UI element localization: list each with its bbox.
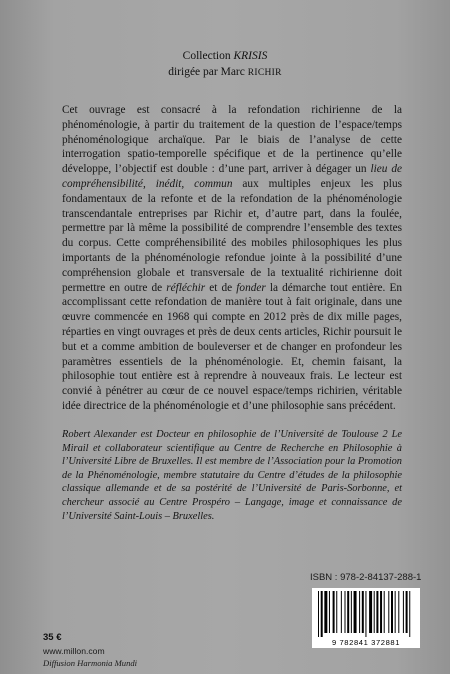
desc-part-b: aux multiples enjeux les plus fondamentaux de la refonte et de la refondation de la phénoménologie transcendantale entreprises par Richir et, d’autre part, dans la foulée, permettre par là même la possibilité de comprendre l’ensemble des textes du corpus. Cette compréhensibilité des mobiles philosophiques les plus importants de la phénoménologie refondue jointe à la possibilité d’une compréhension globale et transversale de la textualité richirienne doit permettre en outre de xyxy=(62,177,402,294)
price: 35 € xyxy=(43,632,62,643)
barcode-number: 9 782841 372881 xyxy=(331,638,401,647)
desc-part-c: et de xyxy=(209,281,233,294)
collection-name: KRISIS xyxy=(233,50,268,62)
collection-label: Collection xyxy=(182,50,231,62)
desc-emphasis-1: lieu de compréhensibilité, inédit, commun xyxy=(62,163,402,190)
website-link[interactable]: www.millon.com xyxy=(43,646,105,656)
distribution-note: Diffusion Harmonia Mundi xyxy=(43,658,138,668)
director-surname: RICHIR xyxy=(247,68,282,78)
isbn-label: ISBN : 978-2-84137-288-1 xyxy=(310,572,422,583)
barcode-bars xyxy=(316,591,416,637)
book-description xyxy=(62,103,402,414)
desc-emphasis-3: fonder xyxy=(236,281,266,294)
directed-by-label: dirigée par Marc xyxy=(168,66,245,78)
barcode xyxy=(312,588,420,648)
series-header xyxy=(0,48,450,81)
director-line xyxy=(0,64,450,81)
collection-line xyxy=(0,48,450,64)
author-bio: Robert Alexander est Docteur en philosophie de l’Université de Toulouse 2 Le Mirail et collaborateur scientifique au Centre de Recherche en Philosophie à l’Université Libre de Bruxelles. Il est membre de l’Association pour la Promotion de la Phénoménologie, membre statutaire du Centre d’études de la philosophie classique allemande et de sa postérité de l’Université de Paris-Sorbonne, et chercheur associé au Centre Prospéro – Langage, image et connaissance de l’Université Saint-Louis – Bruxelles. xyxy=(62,429,402,522)
desc-emphasis-2: réfléchir xyxy=(166,281,206,294)
desc-part-d: la démarche tout entière. En accomplissant cette refondation de manière tout à fait originale, dans une œuvre commencée en 1968 qui compte en 2012 près de dix mille pages, réparties en vingt ouvrages et près de deux cents articles, Richir poursuit le but et a comme ambition de bouleverser et de changer en profondeur les paramètres essentiels de la phénoménologie. Et, chemin faisant, la philosophie tout entière est à reprendre à nouveaux frais. Le lecteur est convié à pénétrer au cœur de ce nouvel espace/temps richirien, véritable idée directrice de la phénoménologie et d’une philosophie sans précédent. xyxy=(62,281,403,412)
desc-part-a: Cet ouvrage est consacré à la refondation richirienne de la phénoménologie, à partir du traitement de la question de l’espace/temps phénoménologique archaïque. Par le biais de l’analyse de cette interrogation spatio-temporelle spécifique et de la pertinence qu’elle développe, l’objectif est double : d’une part, arriver à dégager un xyxy=(62,104,402,176)
